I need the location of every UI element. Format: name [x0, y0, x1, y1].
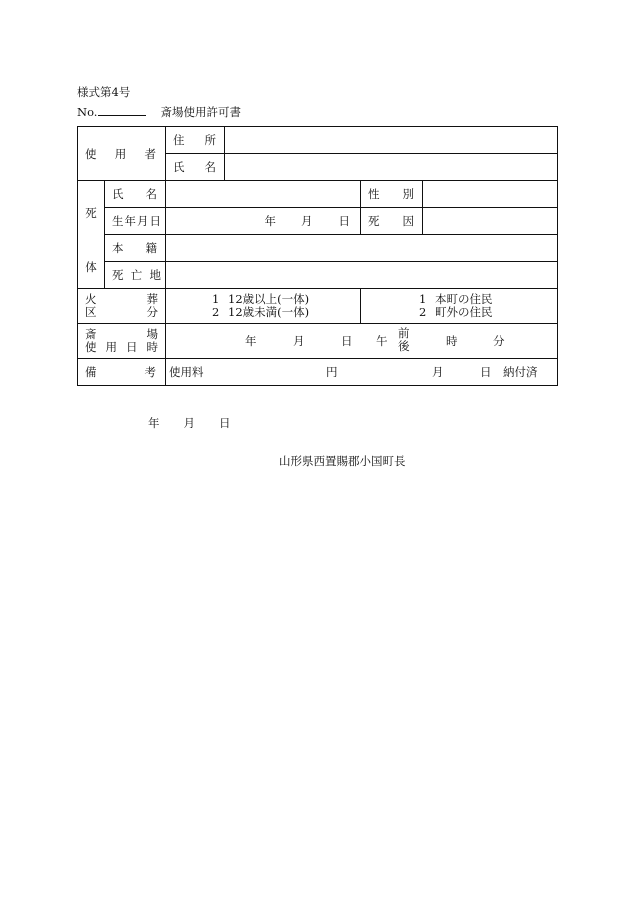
birthdate-char-2: 年: [124, 214, 136, 228]
usage-char-6: 時: [146, 340, 158, 354]
usage-char-4: 用: [105, 340, 117, 354]
birthdate-month-unit: 月: [301, 214, 313, 228]
sex-field[interactable]: [423, 181, 558, 208]
domicile-field[interactable]: [166, 235, 558, 262]
residence-option-2-text: 町外の住民: [435, 305, 493, 319]
number-blank: [98, 104, 146, 116]
cremation-label-cell: [78, 289, 166, 324]
number-label: No.: [77, 105, 98, 119]
cremation-char-2: 葬: [146, 292, 158, 306]
cause-field[interactable]: [423, 208, 558, 235]
birthdate-char-4: 日: [149, 214, 161, 228]
usage-char-1: 斎: [85, 327, 97, 341]
residence-option-2-number: 2: [419, 305, 427, 319]
sex-label: [361, 186, 422, 202]
issue-year-unit: 年: [148, 416, 160, 430]
place-of-death-row: [78, 262, 558, 289]
birthdate-char-3: 月: [137, 214, 149, 228]
deceased-group-top: 死: [85, 205, 97, 220]
cause-label-char-2: 因: [402, 214, 414, 228]
age-options-cell: [166, 289, 361, 324]
issue-day-unit: 日: [219, 416, 231, 430]
applicant-name-char-2: 名: [204, 160, 216, 174]
sex-label-char-1: 性: [368, 187, 380, 201]
cremation-char-3: 区: [85, 305, 97, 319]
applicant-label-char-1: 使: [85, 146, 97, 161]
usage-label: [78, 326, 165, 356]
age-options: [166, 291, 360, 321]
issuer-name: 山形県西置賜郡小国町長: [279, 454, 406, 468]
address-label: [166, 132, 224, 148]
birthdate-label-cell: [105, 208, 166, 235]
remarks-char-2: 考: [144, 365, 156, 379]
document-title: 斎場使用許可書: [160, 105, 241, 119]
applicant-name-char-1: 氏: [173, 160, 185, 174]
applicant-address-row: [78, 127, 558, 154]
usage-month-unit: 月: [293, 334, 305, 348]
usage-hour-unit: 時: [446, 334, 458, 348]
usage-minute-unit: 分: [493, 334, 505, 348]
domicile-char-2: 籍: [145, 241, 157, 255]
usage-datetime-units: [166, 324, 557, 358]
residence-options: [361, 291, 557, 321]
usage-ampm-label: [398, 327, 410, 353]
place-of-death-label-cell: [105, 262, 166, 289]
deceased-name-row: [78, 181, 558, 208]
usage-am-label: 前: [398, 326, 410, 340]
usage-day-unit: 日: [341, 334, 353, 348]
domicile-row: [78, 235, 558, 262]
fee-paid-label: 納付済: [503, 365, 538, 379]
usage-label-cell: [78, 324, 166, 359]
permit-form-table: [77, 126, 558, 386]
birthdate-day-unit: 日: [338, 214, 350, 228]
domicile-label-cell: [105, 235, 166, 262]
place-of-death-char-1: 死: [112, 268, 124, 282]
cremation-label-line-2: [85, 306, 158, 319]
place-of-death-char-3: 地: [149, 268, 161, 282]
applicant-label-cell: [78, 127, 166, 181]
usage-year-unit: 年: [245, 334, 257, 348]
fee-month-unit: 月: [432, 365, 444, 379]
residence-option-1-text: 本町の住民: [435, 292, 493, 306]
remarks-field[interactable]: [166, 359, 558, 386]
deceased-name-field[interactable]: [166, 181, 361, 208]
address-field[interactable]: [225, 127, 558, 154]
place-of-death-char-2: 亡: [130, 268, 143, 282]
place-of-death-field[interactable]: [166, 262, 558, 289]
birthdate-field[interactable]: [166, 208, 361, 235]
domicile-label: [105, 240, 165, 256]
birthdate-year-unit: 年: [264, 214, 276, 228]
fee-yen-unit: 円: [326, 365, 338, 379]
deceased-name-char-2: 名: [145, 187, 157, 201]
age-option-2-text: 12歳未満(一体): [228, 305, 310, 319]
age-option-1-text: 12歳以上(一体): [228, 292, 310, 306]
usage-label-line-2: [85, 341, 158, 354]
issue-month-unit: 月: [183, 416, 195, 430]
cause-label-cell: [361, 208, 423, 235]
fee-label: 使用料: [169, 365, 204, 379]
cremation-label: [78, 291, 165, 321]
fee-line: [166, 359, 557, 385]
usage-pm-label: 後: [398, 339, 410, 353]
document-header: [77, 104, 241, 120]
applicant-label-char-2: 用: [114, 146, 127, 161]
address-label-cell: [166, 127, 225, 154]
birthdate-row: [78, 208, 558, 235]
residence-option-2[interactable]: [419, 306, 557, 319]
cremation-class-row: [78, 289, 558, 324]
issue-date: [148, 415, 231, 431]
form-number-label: 様式第4号: [77, 85, 131, 99]
usage-noon-label: 午: [376, 334, 388, 348]
usage-datetime-row: [78, 324, 558, 359]
remarks-label-cell: [78, 359, 166, 386]
deceased-name-label: [105, 186, 165, 202]
address-label-char-1: 住: [173, 133, 185, 147]
applicant-label: [78, 146, 165, 162]
birthdate-label: [105, 213, 165, 229]
usage-char-5: 日: [126, 340, 138, 354]
cremation-char-4: 分: [146, 305, 158, 319]
cause-label: [361, 213, 422, 229]
domicile-char-1: 本: [112, 241, 124, 255]
deceased-name-label-cell: [105, 181, 166, 208]
residence-option-1-number: 1: [419, 292, 427, 306]
applicant-name-label: [166, 159, 224, 175]
cause-label-char-1: 死: [368, 214, 380, 228]
usage-datetime-field[interactable]: [166, 324, 558, 359]
usage-char-3: 使: [85, 340, 97, 354]
birthdate-char-1: 生: [112, 214, 124, 228]
address-label-char-2: 所: [204, 133, 216, 147]
deceased-group-cell: [78, 181, 105, 289]
sex-label-cell: [361, 181, 423, 208]
remarks-label: [78, 364, 165, 380]
age-option-1-number: 1: [212, 292, 220, 306]
usage-char-2: 場: [146, 327, 158, 341]
residence-options-cell: [361, 289, 558, 324]
birthdate-units: [166, 213, 360, 229]
sex-label-char-2: 別: [402, 187, 414, 201]
remarks-char-1: 備: [85, 365, 97, 379]
fee-day-unit: 日: [480, 365, 492, 379]
remarks-row: [78, 359, 558, 386]
deceased-name-char-1: 氏: [112, 187, 124, 201]
cremation-char-1: 火: [85, 292, 97, 306]
place-of-death-label: [105, 267, 165, 283]
applicant-label-char-3: 者: [144, 146, 156, 161]
age-option-2-number: 2: [212, 305, 220, 319]
age-option-2[interactable]: [212, 306, 360, 319]
applicant-name-label-cell: [166, 154, 225, 181]
deceased-group-label: [78, 189, 104, 281]
applicant-name-field[interactable]: [225, 154, 558, 181]
deceased-group-bottom: 体: [85, 259, 97, 274]
